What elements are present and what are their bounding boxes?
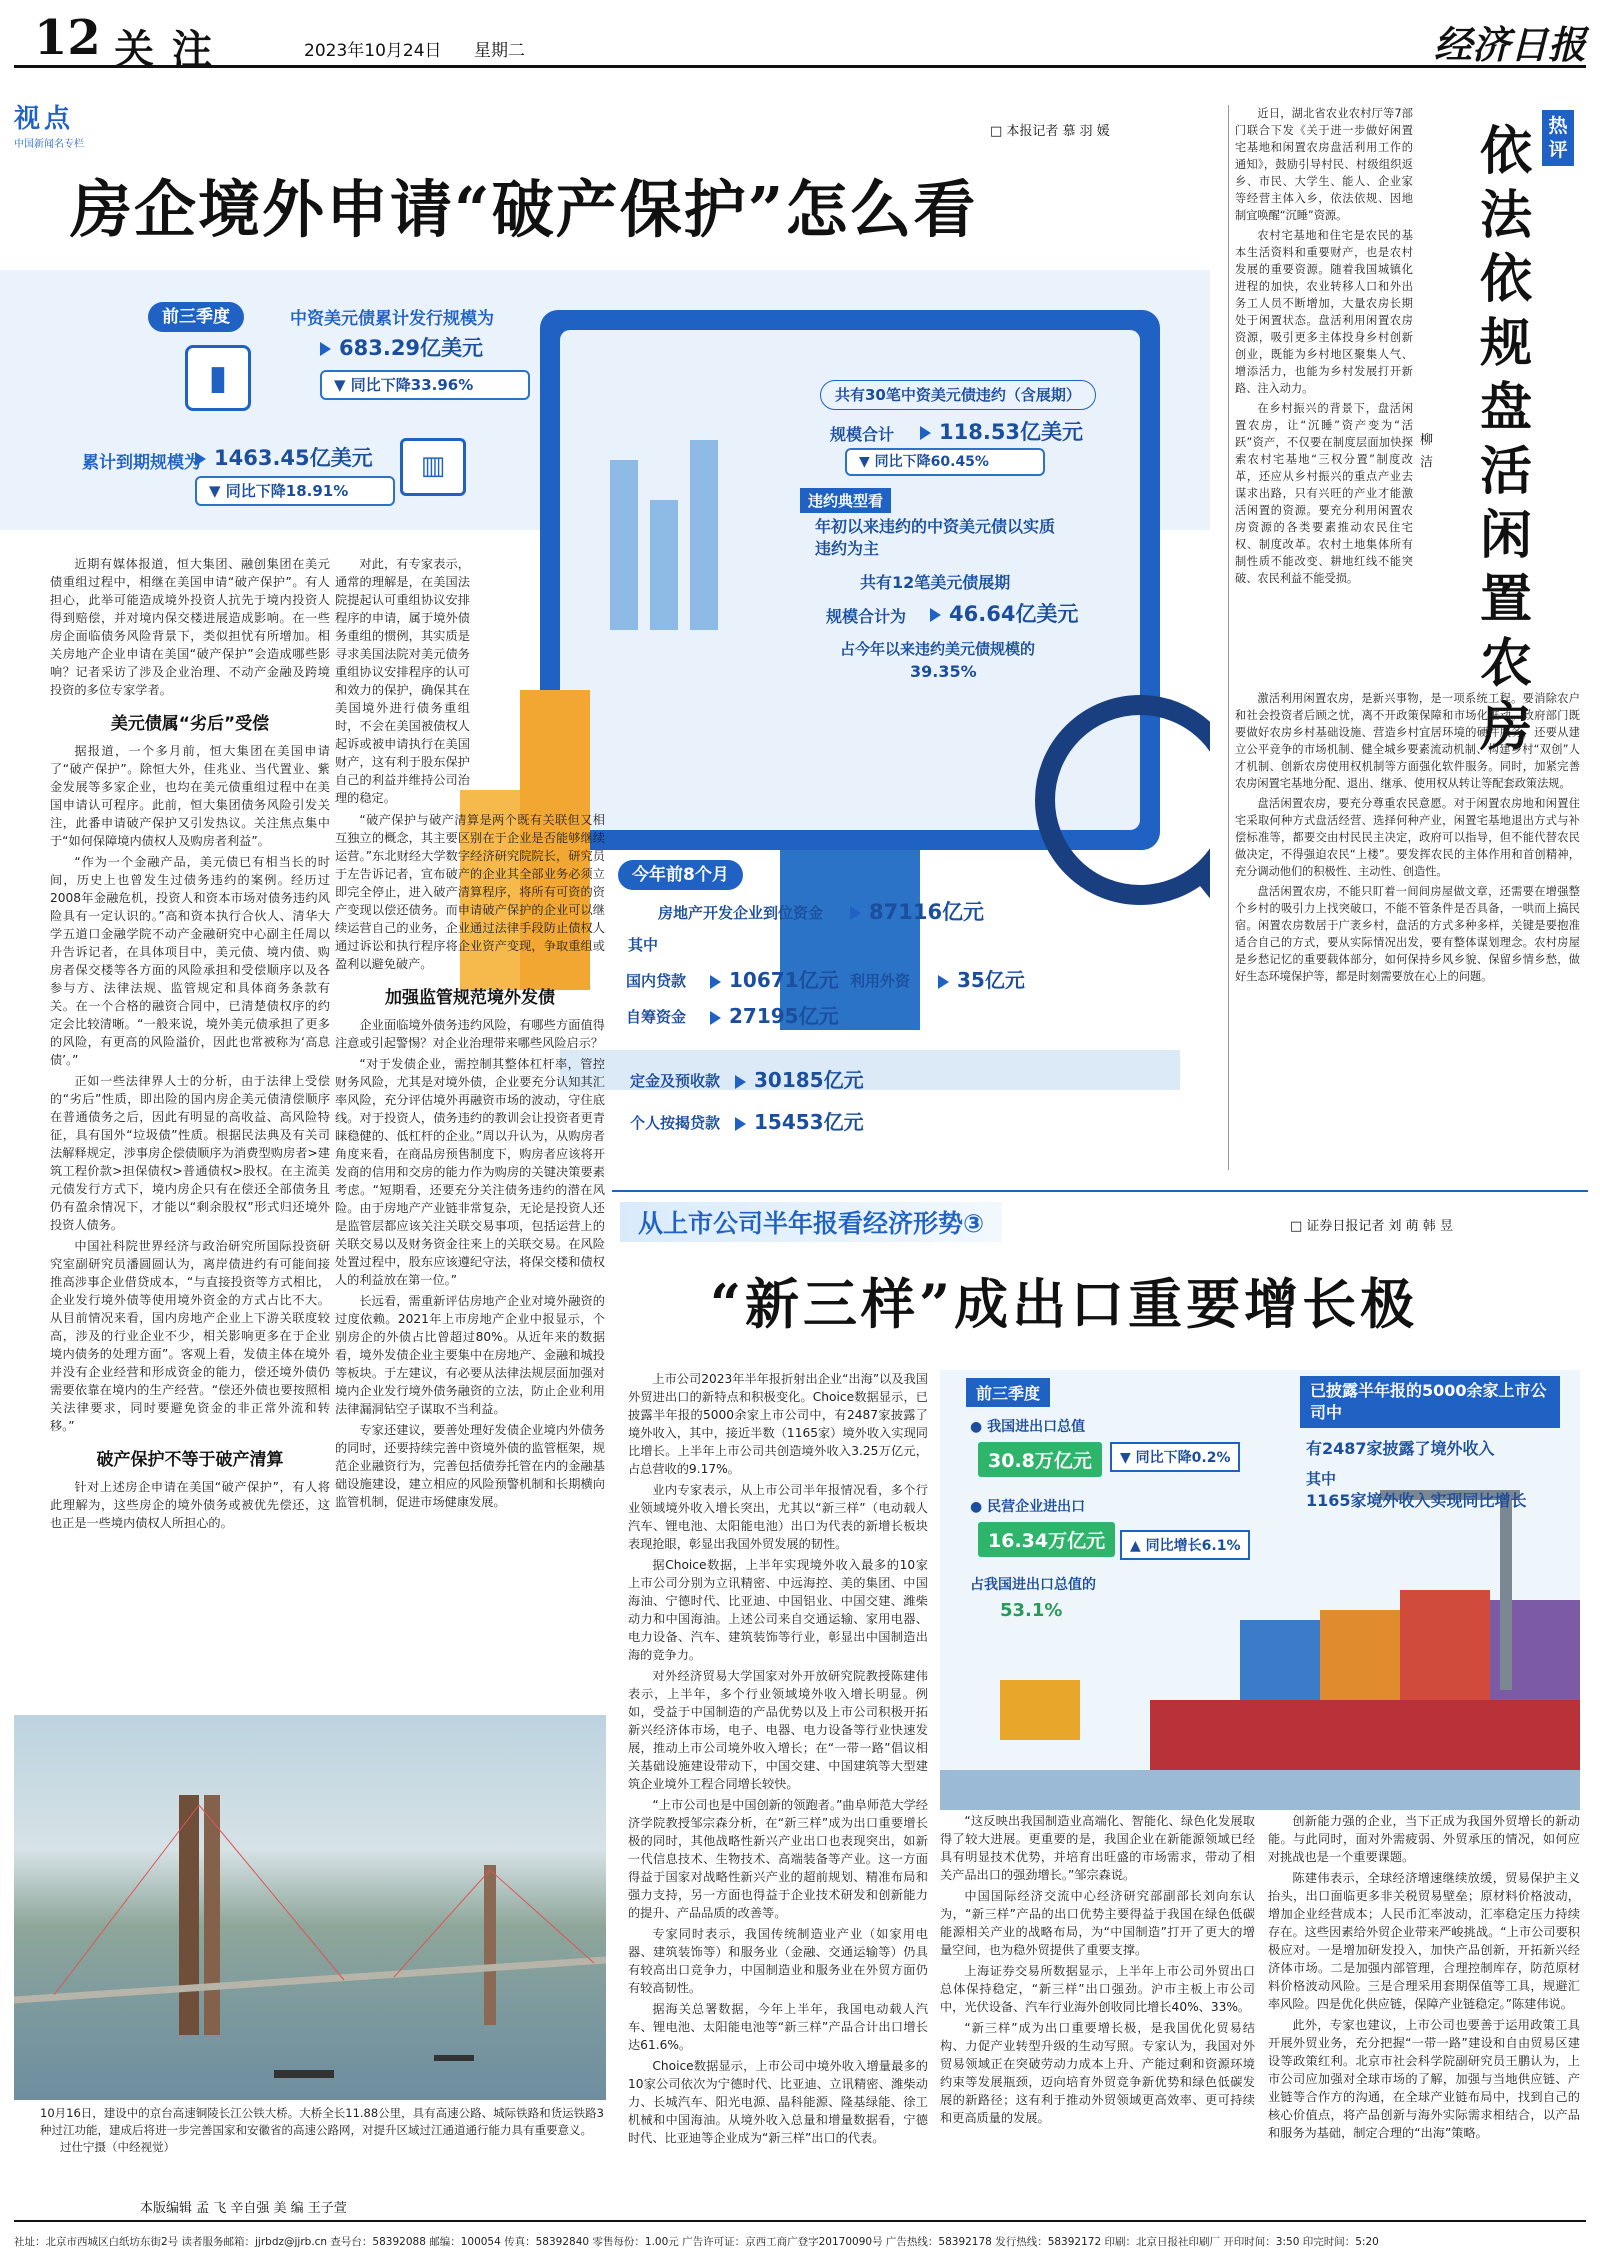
info1-label-funds: 房地产开发企业到位资金: [658, 904, 824, 922]
info2-label-private: ● 民营企业进出口: [970, 1499, 1086, 1515]
info1-label-default-total: 规模合计: [830, 425, 895, 444]
bridge-cable-2: [199, 1805, 344, 1980]
info2-label-of-which: 其中: [1306, 1470, 1337, 1488]
article2-paragraph: 据Choice数据，上半年实现境外收入最多的10家上市公司分别为立讯精密、中远海控、美的集团、中国海油、宁德时代、比亚迪、中国铝业、中国交建、潍柴动力和中国海油。上述公司来自交通运输、家用电器、电力设备、汽车、建筑装饰等行业，彰显出中国制造出海的竞争力。: [628, 1558, 928, 1662]
commentary-column-2: [1235, 690, 1580, 988]
article1-paragraph: 近期有媒体报道，恒大集团、融创集团在美元债重组过程中，相继在美国申请“破产保护”。有人担心，此举可能造成境外投资人抗先于境内投资人得到赔偿，并对境内保交楼进展造成影响。在一些房企面临债务风险背景下，类似担忧有所增加。相关房地产企业申请在美国“破产保护”会造成哪些影响？记者采访了涉及企业治理、不动产金融及跨境投资的多位专家学者。: [50, 557, 330, 697]
screen-bar-3: [690, 440, 718, 630]
info1-label-mature: 累计到期规模为: [82, 453, 201, 473]
info1-typical-text: 年初以来违约的中资美元债以实质违约为主: [815, 517, 1056, 558]
ground: [940, 1770, 1580, 1810]
commentary-paragraph: 在乡村振兴的背景下，盘活闲置农房，让“沉睡”资产变为“活跃”资产，不仅要在制度层面加快探索农村宅基地“三权分置”制度改革，还应从乡村振兴的重点产业去谋求出路，只有兴旺的产业才能激活闲置的资源。要充分利用闲置农房资源的各类要素推动农民住宅权、制度改革。农村土地集体所有制性质不能改变、耕地红线不能突破、农民利益不能受损。: [1235, 402, 1413, 585]
magnifier-handle: [1205, 870, 1210, 950]
article1-paragraph: “破产保护与破产清算是两个既有关联但又相互独立的概念，其主要区别在于企业是否能够继续运营。”东北财经大学数字经济研究院院长，研究员于左告诉记者，宣布破产的企业其全部业务必须立即完全停止，进入破产清算程序，将所有可资的资产变现以偿还债务。而申请破产保护的企业可以继续运营自己的业务，企业通过法律手段防止债权人通过诉讼和执行程序将企业资产变现，争取重组或盈利以避免破产。: [335, 813, 605, 971]
info1-value-foreign-text: 35亿元: [957, 968, 1025, 992]
article2-paragraph: 陈建伟表示，全球经济增速继续放缓，贸易保护主义抬头，出口面临更多非关税贸易壁垒；原材料价格波动，增加企业经营成本；人民币汇率波动，汇率稳定压力持续存在。这些因素给外贸企业带来严峻挑战。“上市公司要积极应对。一是增加研发投入，加快产品创新，开拓新兴经济体市场。二是加强内部管理，合理控制库存，防范原材料价格波动风险。三是合理采用套期保值等工具，规避汇率风险。四是优化供应链，保障产业链稳定。”陈建伟说。: [1268, 1871, 1580, 2011]
info1-tag-q3: 前三季度: [148, 302, 244, 332]
article1-title: 房企境外申请“破产保护”怎么看: [70, 173, 978, 246]
commentary-column-1: [1235, 105, 1413, 590]
article1-paragraph: 正如一些法律界人士的分析，由于法律上受偿的“劣后”性质，即出险的国内房企美元债清偿顺序在普通债务之后，因此有明显的高收益、高风险特征，具有国外“垃圾债”性质。根据民法典及有关司法解释规定，涉事房企偿债顺序为消费型购房者>建筑工程价款>担保债权>普通债权>股权。在主流美元债发行方式下，境内房企只有在偿还全部债务且仍有盈余情况下，才能以“剩余股权”形式归还境外投资人债务。: [50, 1074, 330, 1232]
info2-label-trade: ● 我国进出口总值: [970, 1419, 1086, 1435]
info1-value-mortgage: [735, 1106, 864, 1135]
article1-subhead: 破产保护不等于破产清算: [96, 1450, 284, 1470]
container-stack-3: [1400, 1590, 1490, 1700]
article2-paragraph: 上海证券交易所数据显示，上半年上市公司外贸出口总体保持稳定，“新三样”出口强劲。沪市主板上市公司中，光伏设备、汽车行业海外创收同比增长40%、33%。: [940, 1964, 1255, 2014]
info1-value-issue: [320, 332, 483, 362]
article2-byline: □ 证券日报记者 刘 萌 韩 昱: [1290, 1219, 1453, 1234]
article2-paragraph: 专家同时表示，我国传统制造业产业（如家用电器、建筑装饰等）和服务业（金融、交通运输等）仍具有较高出口竞争力，中国制造业和服务业在外贸方面仍有较高韧性。: [628, 1927, 928, 1995]
info1-value-loans: [710, 964, 839, 993]
article2-series-banner: [620, 1202, 1002, 1242]
info2-change-private: ▲ 同比增长6.1%: [1120, 1530, 1250, 1560]
commentary-divider: [1228, 105, 1229, 1170]
info1-tag-8months: 今年前8个月: [618, 860, 743, 890]
container-stack-1: [1240, 1620, 1320, 1700]
info1-change-mature-text: 同比下降18.91%: [225, 482, 349, 500]
bridge-photo-caption: [40, 2105, 605, 2156]
article1-paragraph: “对于发债企业，需控制其整体杠杆率，管控财务风险，尤其是对境外债，企业要充分认知其汇率风险，充分评估境外再融资市场的波动，守住底线。对于投资人，债务违约的教训会让投资者更青睐稳健的、低杠杆的企业。”周以升认为，从购房者角度来看，在商品房预售制度下，购房者应该将开发商的信用和交房的能力作为购房的关键决策要素考虑。“短期看，还要充分关注债务违约的潜在风险。由于房地产产业链非常复杂，无论是投资人还是监管层都应该关注关联交易事项，包括运营上的关联交易以及财务资金往来上的关联交易。在风险处置过程中，股东应该遵纪守法，将保交楼和债权人的利益放在第一位。”: [335, 1057, 605, 1287]
article1-column-1: [50, 555, 330, 1535]
issue-weekday: 星期二: [474, 41, 525, 61]
info2-label-growth: 1165家境外收入实现同比增长: [1306, 1491, 1527, 1510]
info1-value-default-total: [920, 416, 1083, 446]
info1-value-mortgage-text: 15453亿元: [754, 1110, 864, 1134]
article1-paragraph: 专家还建议，要善处理好发债企业境内外债务的同时，还要持续完善中资境外债的监管框架，规范企业融资行为，完善包括债券托管在内的金融基础设施建设，建立相应的风险预警机制和长期横向监管机制，促进市场健康发展。: [335, 1423, 605, 1509]
page-footer: [14, 2220, 1586, 2249]
info1-value-issue-text: 683.29亿美元: [339, 336, 484, 360]
page-header: [14, 8, 1587, 73]
commentary-title: 依法依规盘活闲置农房: [1480, 121, 1533, 758]
screen-bar-1: [610, 460, 638, 630]
infographic-trade: [940, 1370, 1580, 1810]
article1-paragraph: 针对上述房企申请在美国“破产保护”，有人将此理解为，这些房企的境外债务或被优先偿还，这也正是一些境内债权人所担心的。: [50, 1480, 330, 1530]
info1-value-foreign: [938, 964, 1025, 993]
bridge-deck: [14, 1960, 606, 2000]
barge-1: [274, 2070, 334, 2078]
info2-value-trade: 30.8万亿元: [978, 1442, 1102, 1477]
bridge-cable-4: [490, 1870, 594, 1963]
article2-column-1: [628, 1370, 928, 2150]
commentary-paragraph: 盘活闲置农房，不能只盯着一间间房屋做文章，还需要在增强整个乡村的吸引力上找突破口，不能不管条件是否具备，一哄而上搞民宿。闲置农房数居于广袤乡村，盘活的方式多种多样，关键是要抱准适合自己的方式，要从实际情况出发，要有整体谋划理念。农村房屋是乡愁记忆的重要载体部分，如何保持乡风乡貌、保留乡情乡愁，做好生态环境保护等，都是时刻需要放在心上的问题。: [1235, 885, 1580, 983]
info1-change-issue: ▼ 同比下降33.96%: [320, 370, 530, 400]
info1-tag-default: 共有30笔中资美元债违约（含展期）: [820, 380, 1096, 410]
article2-series: 从上市公司半年报看经济形势③: [638, 1209, 985, 1238]
article2-paragraph: 据海关总署数据，今年上半年，我国电动载人汽车、锂电池、太阳能电池等“新三样”产品合计出口增长达61.6%。: [628, 2002, 928, 2052]
info1-value-extension-text: 46.64亿美元: [949, 602, 1079, 626]
article2-paragraph: “新三样”成为出口重要增长极，是我国优化贸易结构、力促产业转型升级的生动写照。专家认为，我国对外贸易领域正在突破劳动力成本上升、产能过剩和资源环境约束等发展瓶颈，迈向培育外贸竞争新优势和绿色低碳发展的新路径；这有利于推动外贸领域更高效率、更可持续和更高质量的发展。: [940, 2021, 1255, 2125]
article2-paragraph: 创新能力强的企业，当下正成为我国外贸增长的新动能。与此同时，面对外需疲弱、外贸承压的情况，如何应对挑战也是一个重要课题。: [1268, 1814, 1580, 1864]
commentary-paragraph: 盘活闲置农房，要充分尊重农民意愿。对于闲置农房地和闲置住宅采取何种方式盘活经营、选择何种产业，闲置宅基地退出方式与补偿标准等，都要交由村民民主决定，政府可以指导，但不能代替农民做决定，不得强迫农民“上楼”。要发挥农民的主体作用和首创精神，充分调动他们的积极性、主动性、创造性。: [1235, 797, 1580, 878]
info1-value-mature-text: 1463.45亿美元: [214, 446, 373, 470]
article1-subhead: 美元债属“劣后”受偿: [110, 714, 270, 734]
article1-paragraph: 对此，有专家表示，通常的理解是，在美国法院提起认可重组协议安排程序的申请，属于境外债务重组的惯例，其实质是寻求美国法院对美元债务重组协议安排程序的认可和效力的保护，确保其在美国境外进行债务重组时，不会在美国被债权人起诉或被申请执行在美国财产，这有利于股东保护自己的利益并维持公司治理的稳定。: [335, 557, 470, 805]
info1-label-extension: 规模合计为: [826, 607, 907, 626]
info1-extension-count: 共有12笔美元债展期: [860, 573, 1011, 592]
info2-value-private: 16.34万亿元: [978, 1522, 1115, 1557]
article1-paragraph: 企业面临境外债务违约风险，有哪些方面值得注意或引起警惕？对企业治理带来哪些风险启示？: [335, 1018, 605, 1050]
article1-column-2: [335, 555, 605, 1514]
crane-mast: [1500, 1490, 1512, 1690]
info1-bar-chart-icon: ▮: [185, 345, 251, 411]
info1-label-share: 占今年以来违约美元债规模的: [840, 640, 1036, 658]
issue-date: 2023年10月24日: [304, 41, 442, 61]
editors-line: 本版编辑 孟 飞 辛自强 美 编 王子萱: [140, 2201, 347, 2216]
info2-label-private-text: 民营企业进出口: [987, 1499, 1086, 1515]
info2-change-private-text: 同比增长6.1%: [1145, 1538, 1241, 1554]
info1-value-deposits-text: 30185亿元: [754, 1068, 864, 1092]
bridge-cable-3: [394, 1870, 490, 1977]
bridge-photo: [14, 1715, 606, 2100]
commentary-paragraph: 农村宅基地和住宅是农民的基本生活资料和重要财产，也是农村发展的重要资源。随着我国城镇化进程的加快，农业转移人口和外出务工人员不断增加，大量农房长期处于闲置状态。盘活利用闲置农房资源，吸引更多主体投身乡村创新创业，既能为乡村地区聚集人气、增添活力，也能为乡村发展打开新路、注入动力。: [1235, 229, 1413, 395]
info1-value-self-text: 27195亿元: [729, 1004, 839, 1028]
info2-tag-q3: 前三季度: [966, 1378, 1050, 1407]
forklift: [1000, 1680, 1080, 1740]
article2-paragraph: 业内专家表示，从上市公司半年报情况看，多个行业领域境外收入增长突出，尤其以“新三样”（电动载人汽车、锂电池、太阳能电池）出口为代表的新增长板块表现抢眼，彰显出我国外贸发展的韧性。: [628, 1483, 928, 1551]
info1-label-deposits: 定金及预收款: [630, 1072, 721, 1090]
info1-label-issue: 中资美元债累计发行规模为: [290, 309, 494, 329]
article2-column-2: [940, 1812, 1255, 2130]
article1-paragraph: 长远看，需重新评估房地产企业对境外融资的过度依赖。2021年上市房地产企业中报显示，个别房企的外债占比曾超过80%。从近年来的数据看，境外发债企业主要集中在房地产、金融和城投等板块。于左建议，有必要从法律法规层面加强对境内企业发行境外债务融资的立法，防止企业利用法律漏洞钻空子谋取不当利益。: [335, 1294, 605, 1416]
article2-paragraph: “这反映出我国制造业高端化、智能化、绿色化发展取得了较大进展。更重要的是，我国企业在新能源领域已经具有明显技术优势，并培育出旺盛的市场需求，带动了相关产品出口的强劲增长。”邹宗森说。: [940, 1814, 1255, 1882]
container-stack-2: [1320, 1610, 1400, 1700]
section-name: 关注: [114, 26, 230, 73]
info1-value-default-total-text: 118.53亿美元: [939, 420, 1084, 444]
info1-of-which: 其中: [628, 936, 659, 954]
masthead-logo: 经济日报: [1434, 22, 1587, 67]
info1-change-default-text: 同比下降60.45%: [874, 454, 989, 470]
article2-paragraph: “上市公司也是中国创新的领跑者。”曲阜师范大学经济学院教授邹宗森分析，在“新三样”成为出口重要增长极的同时，其他战略性新兴产业出口也表现突出，如新一代信息技术、生物技术、高端装备等产业。这一方面得益于国家对战略性新兴产业的超前规划、精准布局和强力支持，另一方面也得益于企业技术研发和创新能力的提升、产品品质的改善等。: [628, 1798, 928, 1920]
article1-paragraph: 中国社科院世界经济与政治研究所国际投资研究室副研究员潘圆圆认为，离岸债进约有可能间接推高涉事企业借贷成本，“与直接投资等方式相比，企业发行境外债等使用境外资金的方式占比不大。从目前情况来看，国内房地产企业上下游关联度较高，涉及的行业企业不少，相关影响更多在于企业境内债务的处理方面”。客观上看，发债主体在境外并没有企业经营和形成资金的能力，偿还境外债仍需要依靠在境内的生产经营。“偿还外债也要按照相关法律要求，同时要避免资金的非正常外流和转移。”: [50, 1239, 330, 1433]
info1-value-self: [710, 1000, 839, 1029]
info1-value-deposits: [735, 1064, 864, 1093]
info1-label-self: 自筹资金: [626, 1008, 687, 1026]
info1-change-default: ▼ 同比下降60.45%: [845, 448, 1045, 476]
column-name: 视点: [14, 104, 75, 134]
info2-label-disclosed: 有2487家披露了境外收入: [1306, 1439, 1495, 1458]
article2-column-3: [1268, 1812, 1580, 2145]
bridge-tower-right: [484, 1865, 496, 2025]
info1-value-funds: [850, 896, 984, 926]
commentary-tag: 热评: [1542, 110, 1574, 166]
article2-paragraph: 此外，专家也建议，上市公司也要善于运用政策工具开展外贸业务，充分把握“一带一路”建设和自由贸易区建设等政策红利。北京市社会科学院副研究员王鹏认为，上市公司应加强对全球市场的了解，加强与当地供应链、产业链等合作方的沟通，在全球产业链布局中，找到自己的核心价值点，将产品创新与海外实际需求相结合，以产品和服务为基础，制定合理的“出海”策略。: [1268, 2018, 1580, 2140]
info2-change-trade: ▼ 同比下降0.2%: [1110, 1442, 1240, 1472]
barge-2: [434, 2055, 474, 2061]
photo-credit: 过仕宁摄（中经视觉）: [60, 2140, 175, 2154]
info1-monitor-icon: ▥: [400, 438, 466, 496]
info1-label-mortgage: 个人按揭贷款: [630, 1114, 721, 1132]
bridge-tower-left: [179, 1795, 199, 2035]
info2-value-share: 53.1%: [1000, 1600, 1063, 1621]
article1-paragraph: 据报道，一个多月前，恒大集团在美国申请了“破产保护”。除恒大外，佳兆业、当代置业、紫金发展等多家企业，也均在美元债重组过程中在美国申请认可程序。此前，恒大集团债务风险引发关注，此番申请破产保护又引发热议。关注焦点集中于“如何保障境内债权人及购房者利益”。: [50, 744, 330, 848]
info1-value-funds-text: 87116亿元: [869, 900, 985, 924]
article2-paragraph: 中国国际经济交流中心经济研究部副部长刘向东认为，“新三样”产品的出口优势主要得益于我国在绿色低碳能源相关产业的战略布局，为“中国制造”打开了更大的增量空间，也为稳外贸提供了重要支撑。: [940, 1889, 1255, 1957]
info2-tag-listed: 已披露半年报的5000余家上市公司中: [1300, 1376, 1560, 1428]
info1-change-mature: ▼ 同比下降18.91%: [195, 476, 395, 506]
photo-caption-text: 10月16日，建设中的京台高速铜陵长江公铁大桥。大桥全长11.88公里，具有高速公路、城际铁路和货运铁路3种过江功能，建成后将进一步完善国家和安徽省的高速公路网，对提升区域过江通道通行能力具有重要意义。: [40, 2106, 605, 2137]
bridge-cable-1: [54, 1805, 199, 1995]
bridge-illustration: [14, 1715, 606, 2100]
info1-typical-label: 违约典型看: [800, 488, 891, 513]
commentary-author: 柳 洁: [1420, 433, 1434, 470]
article1-byline: □ 本报记者 慕 羽 媛: [990, 124, 1110, 139]
commentary-paragraph: 激活利用闲置农房，是新兴事物，是一项系统工程。要消除农户和社会投资者后顾之忧，离不开政策保障和市场化推动。政府部门既要做好农房乡村基础设施、营造乡村宜居环境的硬件服务，还要从建立公平竞争的市场机制、健全城乡要素流动机制、构建乡村“双创”人才机制、创新农房使用权机制等方面强化软件服务。同时，加紧完善农房闲置宅基地分配、退出、继承、使用权从转让等配套政策法规。: [1235, 692, 1580, 790]
article2-paragraph: Choice数据显示，上市公司中境外收入增量最多的10家公司依次为宁德时代、比亚迪、立讯精密、潍柴动力、长城汽车、阳光电源、晶科能源、隆基绿能、徐工机械和中国海油。从境外收入总量和增量数据看，宁德时代、比亚迪等企业成为“新三样”出口的代表。: [628, 2059, 928, 2145]
info1-label-foreign: 利用外资: [850, 972, 911, 990]
footer-text: 社址：北京市西城区白纸坊东街2号 读者服务邮箱：jjrbdz@jjrb.cn 查号台：58392088 邮编：100054 传真：58392840 零售每份：1.00元 广告许可证：京西工商广登字20170090号 广告热线：58392178 发行热线：58392172 印刷：北京日报社印刷厂 开印时间：3:50 印完时间：5:20: [14, 2236, 1379, 2248]
page-number: 12: [34, 10, 101, 66]
info1-label-loans: 国内贷款: [626, 972, 687, 990]
info2-change-trade-text: 同比下降0.2%: [1135, 1450, 1231, 1466]
info1-change-issue-text: 同比下降33.96%: [350, 376, 474, 394]
commentary-paragraph: 近日，湖北省农业农村厅等7部门联合下发《关于进一步做好闲置宅基地和闲置农房盘活利用工作的通知》，鼓励引导村民、村级组织返乡、市民、大学生、能人、企业家等经营主体入乡，依法依规、因地制宜唤醒“沉睡”资源。: [1235, 107, 1413, 222]
info1-value-share: 39.35%: [910, 662, 977, 681]
column-subtitle: 中国新闻名专栏: [14, 139, 84, 150]
article1-subhead: 加强监管规范境外发债: [385, 988, 555, 1008]
article2-title: “新三样”成出口重要增长极: [710, 1272, 1419, 1336]
bridge-tower-left-b: [204, 1795, 220, 2035]
column-tag: [14, 98, 84, 150]
article1-paragraph: “作为一个金融产品，美元债已有相当长的时间，历史上也曾发生过债务违约的案例。经历过2008年金融危机，投资人和资本市场对债务违约风险具有一定认识的。”高和资本执行合伙人、清华大学五道口金融学院不动产金融研究中心副主任周以升告诉记者，在具体项目中，美元债、境内债、购房者保交楼等各方面的风险承担和受偿顺序以及各参与方、法律法规、监管规定和具体商务条款有关。在一个合格的融资合同中，已清楚债权序的约定会比较清晰。“一般来说，境外美元债承担了更多的风险，有更高的风险溢价，因此也常被称为‘高息债’。”: [50, 855, 330, 1067]
info2-label-trade-text: 我国进出口总值: [987, 1419, 1086, 1435]
article2-paragraph: 对外经济贸易大学国家对外开放研究院教授陈建伟表示，上半年，多个行业领域境外收入增长明显。例如，受益于中国制造的产品优势以及上市公司积极开拓新兴经济体市场，电子、电器、电力设备等行业快速发展，推动上市公司境外收入增长；在“一带一路”倡议相关基础设施建设带动下，中国交建、中国建筑等大型建筑企业境外工程合同增长较快。: [628, 1669, 928, 1791]
info2-label-share: 占我国进出口总值的: [970, 1577, 1096, 1593]
article2-paragraph: 上市公司2023年半年报折射出企业“出海”以及我国外贸进出口的新特点和积极变化。Choice数据显示，已披露半年报的5000余家上市公司中，有2487家披露了境外收入，其中，接近半数（1165家）境外收入实现同比增长。上半年上市公司共创造境外收入3.25万亿元，占总营收的9.17%。: [628, 1372, 928, 1476]
info1-value-extension: [930, 598, 1078, 628]
screen-bar-2: [650, 500, 678, 630]
info1-value-loans-text: 10671亿元: [729, 968, 839, 992]
info1-value-mature: [195, 442, 373, 472]
